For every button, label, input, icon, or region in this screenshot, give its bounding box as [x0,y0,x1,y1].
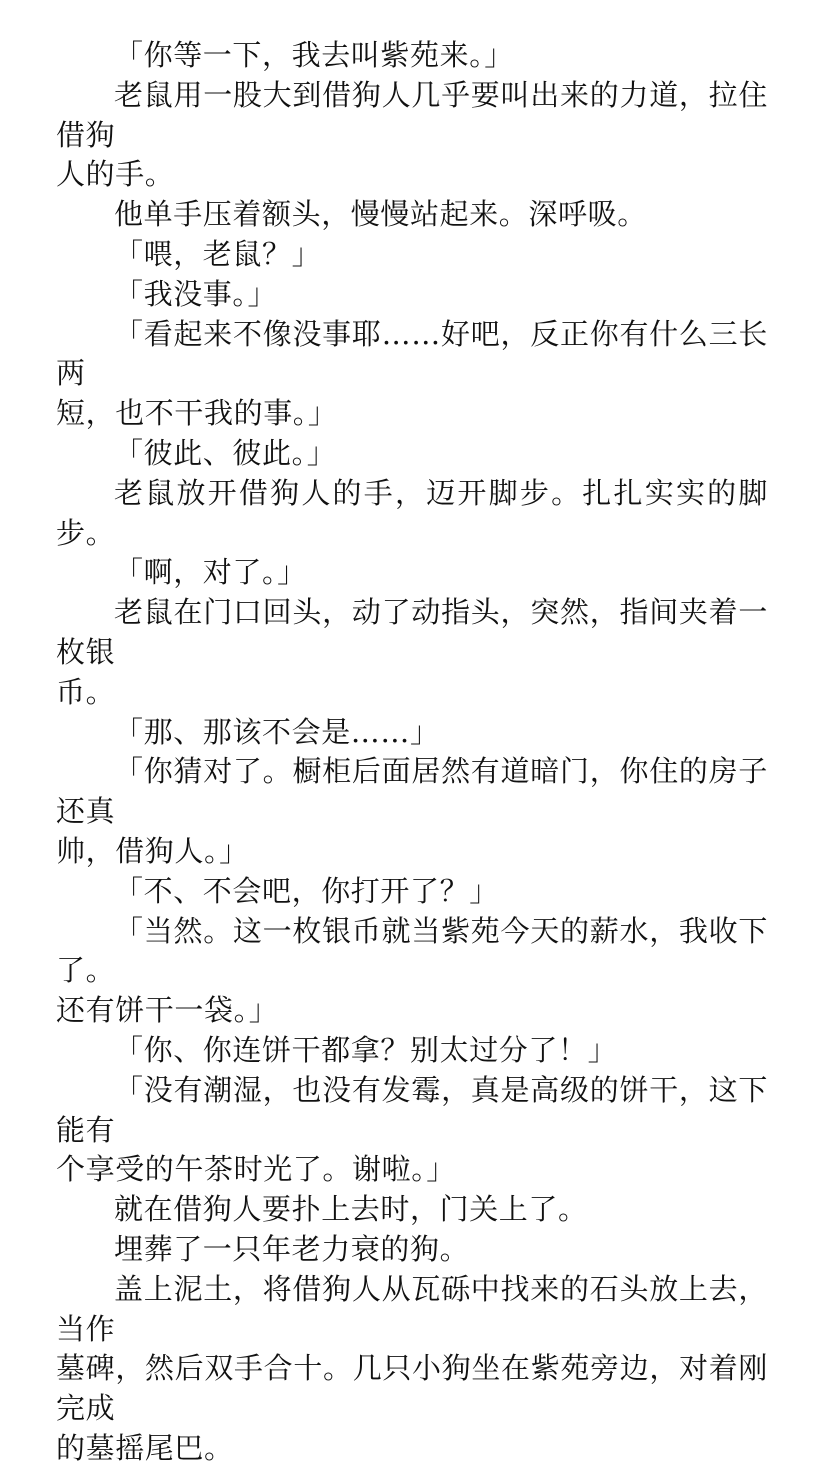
paragraph: 「你、你连饼干都拿？别太过分了！」 [114,1032,618,1067]
paragraph: 「啊，对了。」 [114,555,307,590]
paragraph: 「喂，老鼠？」 [114,236,322,271]
paragraph: 「你猜对了。橱柜后面居然有道暗门，你住的房子还真 帅，借狗人。」 [56,754,768,868]
paragraph: 老鼠在门口回头，动了动指头，突然，指间夹着一枚银 币。 [56,595,768,709]
body-text [56,36,768,1469]
paragraph: 老鼠放开借狗人的手，迈开脚步。扎扎实实的脚步。 [56,475,768,550]
paragraph: 「我没事。」 [114,276,278,311]
paragraph: 埋葬了一只年老力衰的狗。 [114,1231,470,1266]
paragraph: 「那、那该不会是……」 [114,714,440,749]
paragraph: 盖上泥土，将借狗人从瓦砾中找来的石头放上去，当作 墓碑，然后双手合十。几只小狗坐在紫苑旁边，对着刚完成 的墓摇尾巴。 [56,1271,768,1465]
paragraph: 老鼠用一股大到借狗人几乎要叫出来的力道，拉住借狗 人的手。 [56,77,768,192]
paragraph: 就在借狗人要扑上去时，门关上了。 [114,1192,588,1227]
paragraph: 「你等一下，我去叫紫苑来。」 [114,38,514,72]
paragraph: 他单手压着额头，慢慢站起来。深呼吸。 [114,197,647,232]
paragraph: 「当然。这一枚银币就当紫苑今天的薪水，我收下了。 还有饼干一袋。」 [56,913,768,1028]
paragraph: 「不、不会吧，你打开了？」 [114,873,499,908]
paragraph: 「看起来不像没事耶……好吧，反正你有什么三长两 短，也不干我的事。」 [56,316,768,431]
paragraph: 「没有潮湿，也没有发霉，真是高级的饼干，这下能有 个享受的午茶时光了。谢啦。」 [56,1072,768,1187]
paragraph: 「彼此、彼此。」 [114,435,337,470]
